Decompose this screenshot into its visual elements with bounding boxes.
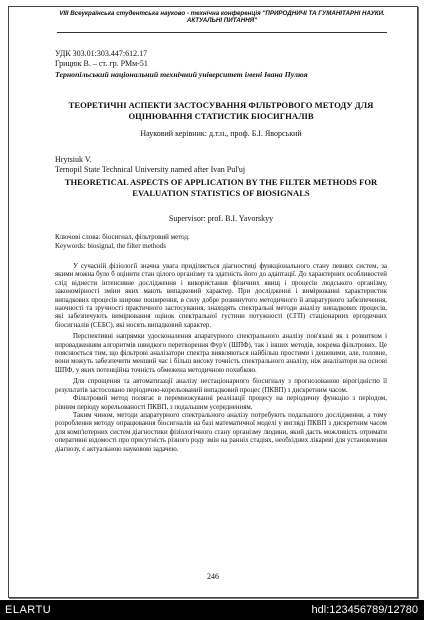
title-uk: ТЕОРЕТИЧНІ АСПЕКТИ ЗАСТОСУВАННЯ ФІЛЬТРОВОГО МЕТОДУ ДЛЯ ОЦІНЮВАННЯ СТАТИСТИК БІОСИГНАЛІВ [68, 100, 374, 121]
keywords-block [55, 233, 387, 251]
keywords-en: Keywords: biosignal, the filter methods [55, 242, 167, 250]
author-en: Hrytsiuk V. [55, 155, 92, 164]
repository-footer [0, 600, 424, 620]
supervisor-uk: Науковий керівник: д.т.н., проф. Б.І. Яворський [140, 129, 302, 138]
title-en: THEORETICAL ASPECTS OF APPLICATION BY THE FILTER METHODS FOR EVALUATION STATISTICS OF BIOSIGNALS [64, 177, 378, 198]
conference-line-1: VIII Всеукраїнська студентська науково - технічна конференція "ПРИРОДНИЧІ ТА ГУМАНІТАРНІ НАУКИ. [59, 10, 385, 17]
conference-line-2: АКТУАЛЬНІ ПИТАННЯ" [186, 17, 258, 24]
document-page [8, 6, 418, 598]
keywords-uk: Ключові слова: біосигнал, фільтровий метод. [55, 233, 190, 241]
repository-name: ELARTU [5, 604, 52, 616]
handle-id: hdl:123456789/12780 [311, 604, 418, 616]
udc-author-block [55, 49, 387, 68]
header-divider [57, 32, 387, 33]
page-number: 246 [207, 572, 219, 581]
paragraph-3: Для спрощення та автоматизації аналізу нестаціонарного біосигналу з прогнозованою вірогідністю її результатів застосовано періодично-корельований випадковий процес (ПКВП) з дискретним часом. [55, 378, 387, 394]
paragraph-5: Таким чином, методи апаратурного спектрального аналізу потребують подальшого дослідження, а тому розроблення методу опрацювання біосигналів на базі математичної моделі у вигляді ПКВП з дискретним часом для комп'ютерних систем діагностики фізіологічного стану організму людини, який дасть можливість отримати оперативні відомості про присутність різного роду змін на ранніх стадіях, необхідних лікареві для установлення діагнозу, є актуальною науковою задачею. [55, 411, 387, 453]
supervisor-en: Supervisor: prof. B.I. Yavorskyy [168, 214, 274, 223]
udc-code: УДК 303.01:303.447:612.17 [55, 49, 148, 58]
affiliation-en: Ternopil State Technical University named after Ivan Pul'uj [55, 165, 246, 174]
paragraph-1: У сучасній фізіології значна увага приділяється діагностиці функціонального стану певних систем, за якими можна було б оцінити стан цілого організму та здатність його до адаптації. До характерних особливостей слід віднести інтенсивне дослідження і використання фізичних явищ і процесів людського організму, закономірності зміни яких мають випадковий характер. При дослідженні і вимірюванні характеристик випадкових процесів широке поширення, в силу добре розвинутого методичного й апаратурного забезпечення, наочності та зручності практичного застосування, знаходять спектральні методи аналізу випадкових процесів, які забезпечують вимірювання оцінок спектральної густини потужності (СГП) стаціонарних ергодичних біосигналів (СЕБС), які носять випадковий характер. [55, 263, 387, 329]
body-text [55, 263, 387, 457]
conference-header [57, 10, 387, 24]
paragraph-4: Фільтровий метод полягає в перемножуванні реалізації процесу на періодичну функцію з періодом, рівним періоду корельованості ПКВП, з подальшим усередненням. [55, 395, 387, 411]
paragraph-2: Перспективні напрямки удосконалення апаратурного спектрального аналізу пов'язані як з розвитком і впровадженням алгоритмів швидкого перетворення Фур'є (ШПФ), так і інших методів, зокрема фільтрових. Це пояснюється тим, що фільтрові аналізатори спектра виявляються найбільш простими і дешевими, але, головне, вони можуть забезпечити менший час і більш високу точність спектрального аналізу, ніж аналізатори на основі ШПФ, у яких потенційна точність обмежена методичною похибкою. [55, 333, 387, 374]
author-en-block [55, 155, 387, 175]
author-uk: Грицюк В. – ст. гр. РМм-51 [55, 58, 148, 68]
affiliation-uk: Тернопільський національний технічний університет імені Івана Пулюя [55, 70, 308, 79]
